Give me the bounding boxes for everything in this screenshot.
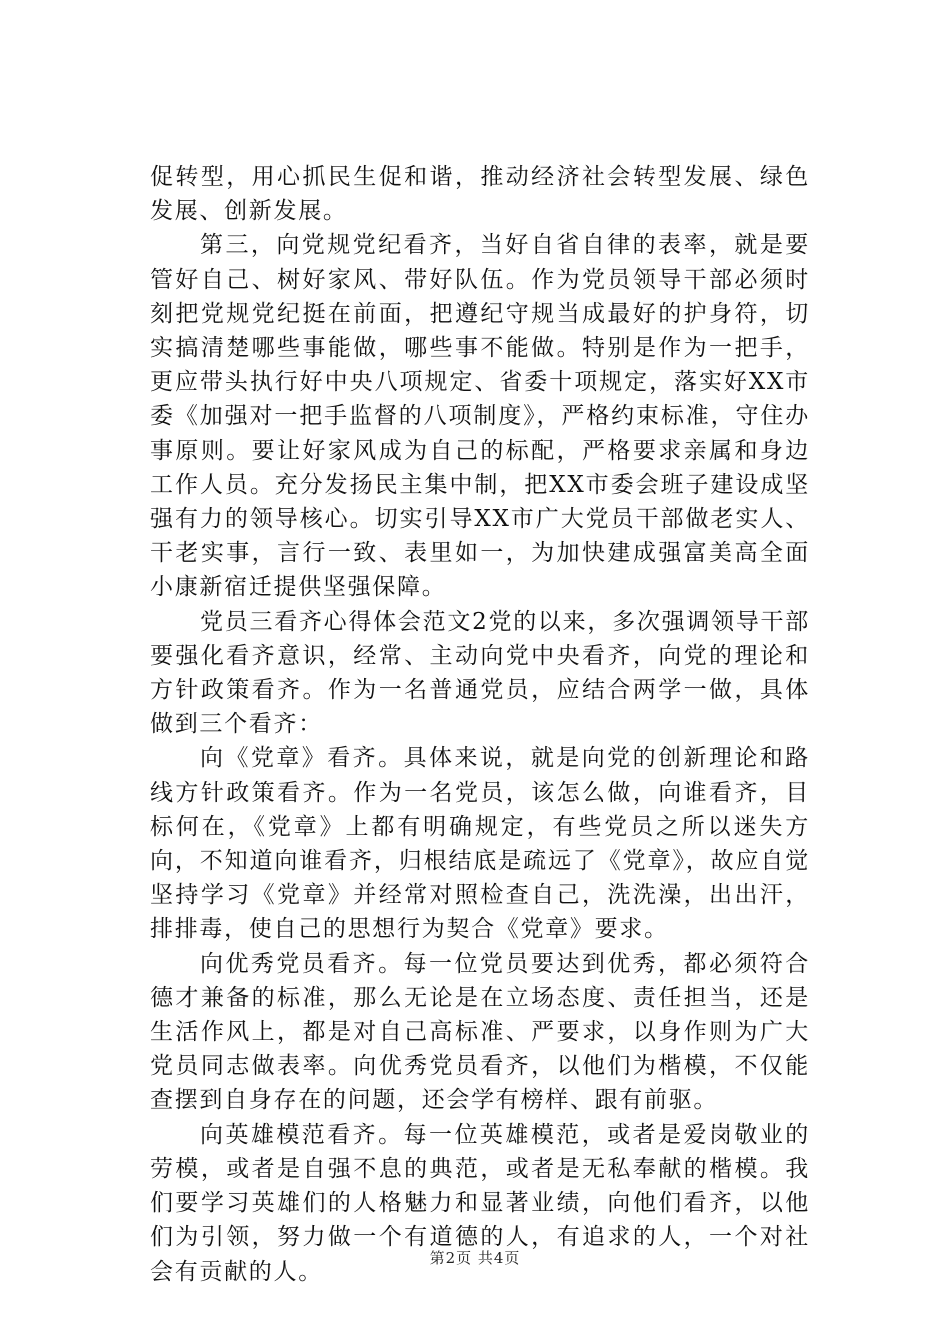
page-number-footer: 第2页 共4页 <box>429 1249 521 1267</box>
paragraph-heroic-models: 向英雄模范看齐。每一位英雄模范，或者是爱岗敬业的劳模，或者是自强不息的典范，或者是无私奉献的楷模。我们要学习英雄们的人格魅力和显著业绩，向他们看齐，以他们为引领，努力做一个有道德的人，有追求的人，一个对社会有贡献的人。 <box>150 1121 810 1285</box>
paragraph-third-point: 第三，向党规党纪看齐，当好自省自律的表率，就是要管好自己、树好家风、带好队伍。作为党员领导干部必须时刻把党规党纪挺在前面，把遵纪守规当成最好的护身符，切实搞清楚哪些事能做，哪些事不能做。特别是作为一把手，更应带头执行好中央八项规定、省委十项规定，落实好XX市委《加强对一把手监督的八项制度》，严格约束标准，守住办事原则。要让好家风成为自己的标配，严格要求亲属和身边工作人员。充分发扬民主集中制，把XX市委会班子建设成坚强有力的领导核心。切实引导XX市广大党员干部做老实人、干老实事，言行一致、表里如一，为加快建成强富美高全面小康新宿迁提供坚强保障。 <box>150 232 810 601</box>
paragraph-continuation: 促转型，用心抓民生促和谐，推动经济社会转型发展、绿色发展、创新发展。 <box>150 164 810 225</box>
document-body <box>150 160 810 1289</box>
paragraph-excellent-members: 向优秀党员看齐。每一位党员要达到优秀，都必须符合德才兼备的标准，那么无论是在立场态度、责任担当，还是生活作风上，都是对自己高标准、严要求，以身作则为广大党员同志做表率。向优秀党员看齐，以他们为楷模，不仅能查摆到自身存在的问题，还会学有榜样、跟有前驱。 <box>150 950 810 1114</box>
paragraph-party-constitution: 向《党章》看齐。具体来说，就是向党的创新理论和路线方针政策看齐。作为一名党员，该怎么做，向谁看齐，目标何在，《党章》上都有明确规定，有些党员之所以迷失方向，不知道向谁看齐，归根结底是疏远了《党章》，故应自觉坚持学习《党章》并经常对照检查自己，洗洗澡，出出汗，排排毒，使自己的思想行为契合《党章》要求。 <box>150 745 810 943</box>
paragraph-essay-2-intro: 党员三看齐心得体会范文2党的以来，多次强调领导干部要强化看齐意识，经常、主动向党中央看齐，向党的理论和方针政策看齐。作为一名普通党员，应结合两学一做，具体做到三个看齐： <box>150 608 810 738</box>
